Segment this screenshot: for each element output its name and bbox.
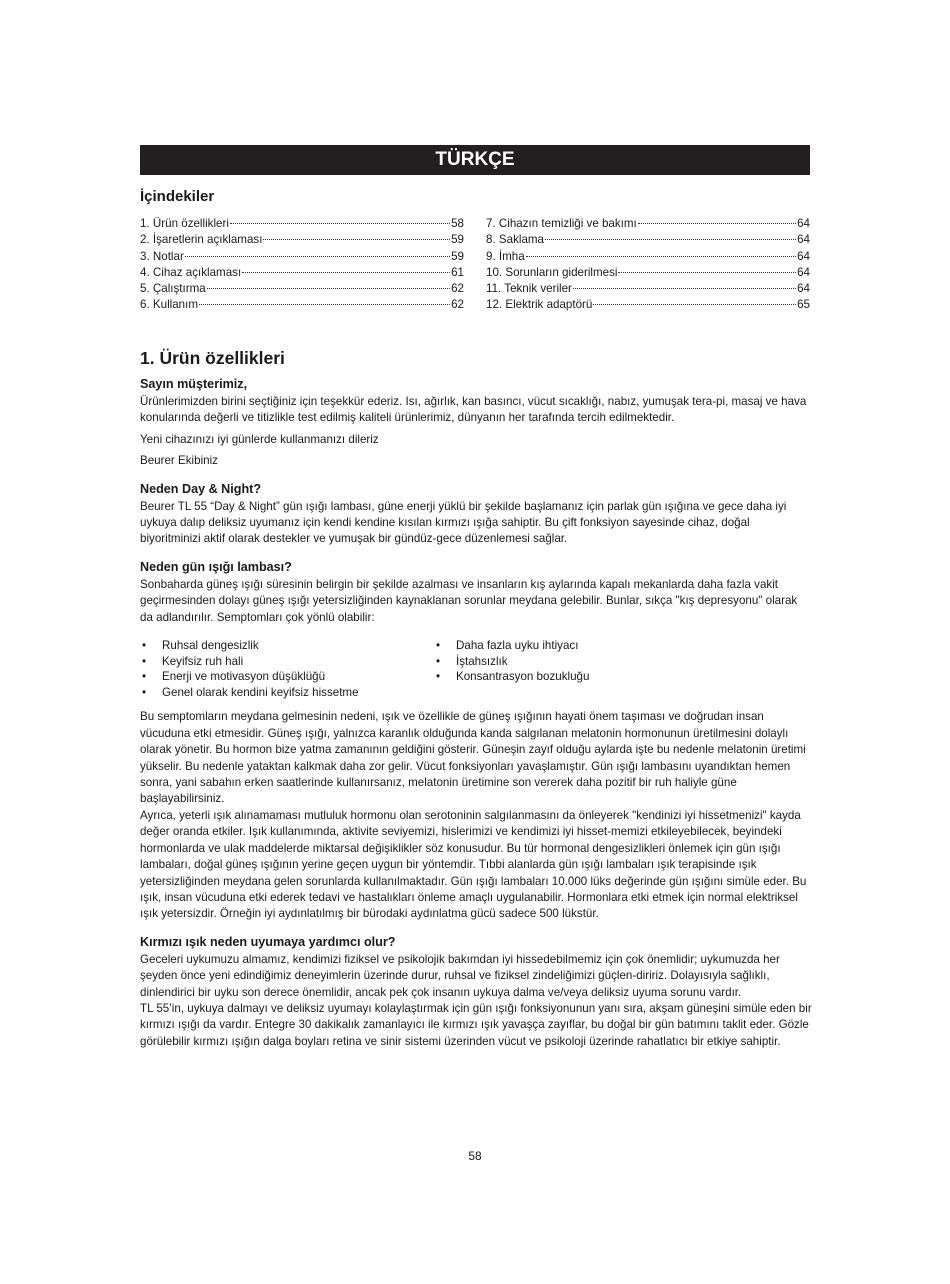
toc-title: İçindekiler (140, 188, 215, 205)
greeting-paragraph: Ürünlerimizden birini seçtiğiniz için teşekkür ederiz. Isı, ağırlık, kan basıncı, vücut sıcaklığı, nabız, yumuşak tera-pi, masaj ve hava konularında değerli ve titizlikle test edilmiş kaliteli ürünlerimiz, dünyanın her tarafında tercih edilmektedir. (140, 395, 807, 425)
toc-entry: 12. Elektrik adaptörü 65 (486, 298, 810, 312)
list-item: • Daha fazla uyku ihtiyacı (434, 638, 728, 654)
symptom-list-right (434, 638, 728, 700)
symptom-list-left (140, 638, 434, 700)
daylight-heading: Neden gün ışığı lambası? (140, 559, 292, 574)
toc-entry: 7. Cihazın temizliği ve bakımı 64 (486, 217, 810, 230)
toc-entry: 6. Kullanım 62 (140, 298, 464, 312)
list-item: • Genel olarak kendini keyifsiz hissetme (140, 685, 434, 701)
language-banner: TÜRKÇE (140, 145, 810, 175)
main-content (140, 348, 812, 1050)
toc-entry: 1. Ürün özellikleri 58 (140, 217, 464, 230)
toc-entry: 4. Cihaz açıklaması 61 (140, 265, 464, 279)
daylight-paragraph: Ayrıca, yeterli ışık alınamaması mutluluk hormonu olan serotoninin salgılanmasını da önleyerek "kendinizi iyi hissetmenizi" kayda değer oranda etkiler. Işık kullanımında, aktivite seviyemizi, hislerimizi ve kendimizi iyi hisset-memizi etkileyebilecek, beyindeki hormonlarda ve ulak maddelerde miktarsal değişiklikler söz konusudur. Bu tür hormonal dengesizlikleri önlemek için gün ışığı lambaları, doğal güneş ışığının yerine geçen uygun bir yöntemdir. Tıbbi alanlarda gün ışığı lambaları ışık terapisinde ışık yetersizliğinden meydana gelen sorunlarda kullanılmaktadır. Gün ışığı lambaları 10.000 lüks değerinde gün ışığını simüle eder. Bu ışık, insan vücuduna etki ederek tedavi ve hastalıkları önleme amaçlı uygulanabilir. Hormonlara etki etmek için normal elektriksel ışık yetersizdir. Örneğin iyi aydınlatılmış bir bürodaki aydınlatma gücü sadece 500 lükstür. (140, 808, 807, 921)
toc-right-column (486, 216, 810, 314)
symptom-list (140, 638, 812, 700)
daylight-paragraph: Bu semptomların meydana gelmesinin nedeni, ışık ve özellikle de güneş ışığının hayati önem taşıması ve doğrudan insan vücuduna etki etmesidir. Güneş ışığı, yalnızca karanlık olduğunda kanda salgılanan melatonin hormonunun üretilmesini dolaylı olarak yönetir. Bu hormon bize yatma zamanının geldiğini gösterir. Güneşin zayıf olduğu aylarda işte bu nedenle melatonin üretimi yükselir. Bu nedenle yataktan kalkmak daha zor gelir. Vücut fonksiyonları yavaşlamıştır. Gün ışığı lambasını uyandıktan hemen sonra, yani sabahın erken saatlerinde kullanırsanız, melatonin üretimine son vererek daha pozitif bir ruh haliyle güne başlayabilirsiniz. (140, 710, 806, 806)
greeting-signature: Beurer Ekibiniz (140, 454, 218, 468)
red-light-paragraph: TL 55’in, uykuya dalmayı ve deliksiz uyumayı kolaylaştırmak için gün ışığı fonksiyonunun yanı sıra, akşam güneşini simüle eden bir kırmızı ışığı da vardır. Entegre 30 dakikalık zamanlayıcı ile kırmızı ışık yavaşça zayıflar, bu doğal bir gün batımını taklit eder. Gözle görülebilir kırmızı ışığın dalga boyları retina ve sinir sistemi üzerinden vücut ve psikoloji üzerinde rahatlatıcı bir etkiye sahiptir. (140, 1001, 812, 1048)
toc-entry: 10. Sorunların giderilmesi 64 (486, 265, 810, 279)
toc-entry: 3. Notlar 59 (140, 249, 464, 263)
red-light-paragraph: Geceleri uykumuzu almamız, kendimizi fiziksel ve psikolojik bakımdan iyi hissedebilmemiz için çok önemlidir; uykumuzda her şeyden önce yeni edindiğimiz deneyimlerin üzerinde durur, ruhsal ve fiziksel zindeliğimizi güçlen-diririz. Dolayısıyla sağlıklı, dinlendirici bir uyku son derece önemlidir, ancak pek çok insanın uykuya dalma ve/veya deliksiz uyuma sorunu vardır. (140, 952, 780, 999)
red-light-heading: Kırmızı ışık neden uyumaya yardımcı olur? (140, 934, 396, 949)
list-item: • Enerji ve motivasyon düşüklüğü (140, 669, 434, 685)
daylight-paragraph: Sonbaharda güneş ışığı süresinin belirgin bir şekilde azalması ve insanların kış aylarında kapalı mekanlarda daha fazla vakit geçirmesinden dolayı güneş ışığı yetersizliğinden kaynaklanan sorunlar meydana gelebilir. Bunlar, sıkça "kış depresyonu" olarak da adlandırılır. Semptomları çok yönlü olabilir: (140, 577, 798, 624)
toc-left-column (140, 216, 464, 314)
greeting-heading: Sayın müşterimiz, (140, 377, 248, 391)
toc-entry: 5. Çalıştırma 62 (140, 282, 464, 296)
list-item: • Konsantrasyon bozukluğu (434, 669, 728, 685)
toc-entry: 8. Saklama 64 (486, 233, 810, 247)
day-night-paragraph: Beurer TL 55 “Day & Night” gün ışığı lambası, güne enerji yüklü bir şekilde başlamanız için parlak gün ışığına ve gece daha iyi uykuya dalıp deliksiz uyumanız için kendi kendine kısılan kırmızı ışığa sahiptir. Bu çift fonksiyon sayesinde cihaz, doğal biyoritminizi aktif olarak destekler ve yumuşak bir gündüz-gece düzenlemesi sağlar. (140, 499, 787, 546)
greeting-wish: Yeni cihazınızı iyi günlerde kullanmanızı dileriz (140, 432, 379, 446)
section-title: 1. Ürün özellikleri (140, 348, 285, 368)
toc-entry: 11. Teknik veriler 64 (486, 282, 810, 296)
list-item: • Keyifsiz ruh hali (140, 654, 434, 670)
list-item: • İştahsızlık (434, 654, 728, 670)
toc-entry: 2. İşaretlerin açıklaması 59 (140, 233, 464, 247)
toc-entry: 9. İmha 64 (486, 249, 810, 263)
list-item: • Ruhsal dengesizlik (140, 638, 434, 654)
page-number: 58 (468, 1149, 482, 1163)
day-night-heading: Neden Day & Night? (140, 481, 262, 496)
